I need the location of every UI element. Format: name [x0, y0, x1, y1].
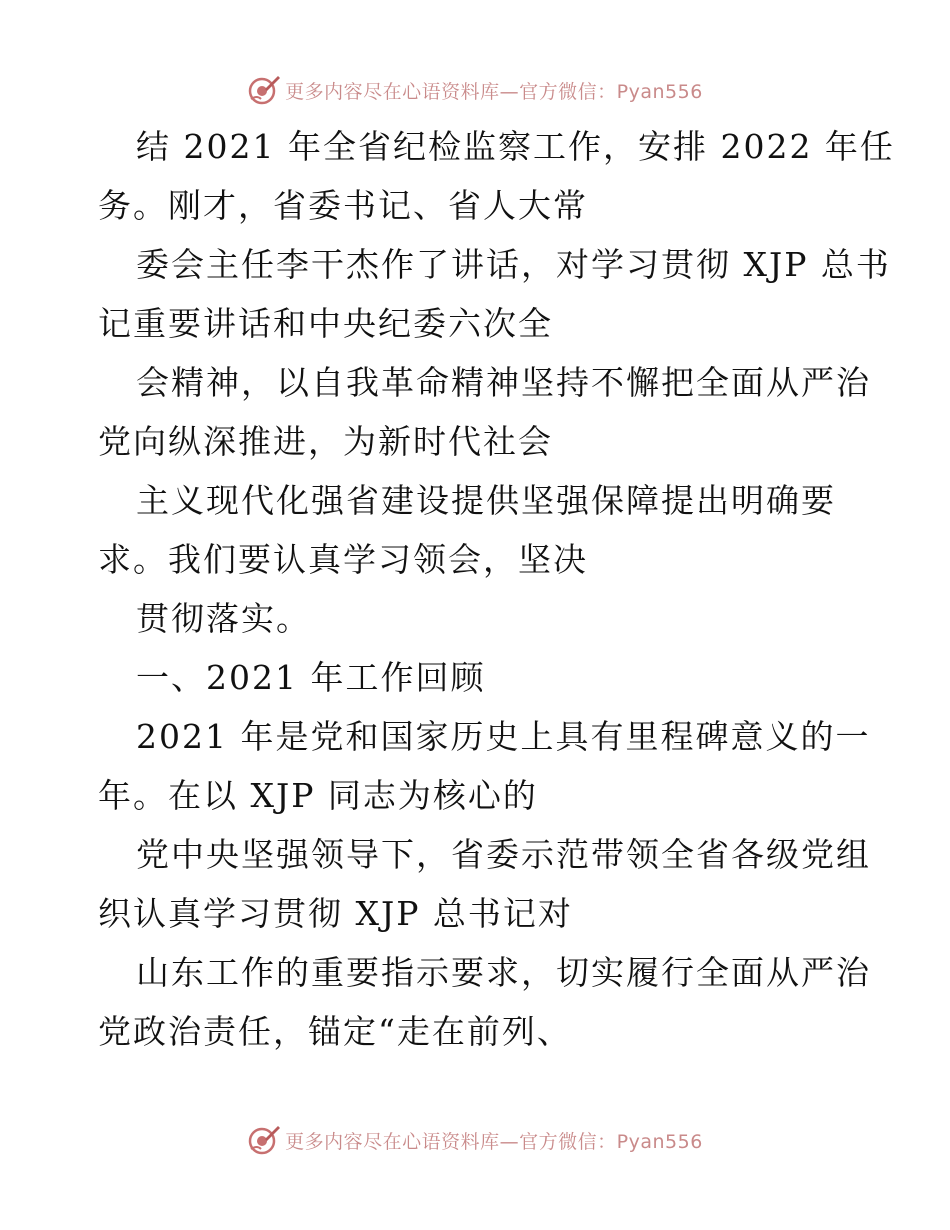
watermark-text: 更多内容尽在心语资料库—官方微信：Pyan556: [285, 80, 703, 103]
text-line: 党向纵深推进，为新时代社会: [98, 422, 553, 461]
text-line: 委会主任李干杰作了讲话，对学习贯彻 XJP 总书: [136, 245, 891, 284]
text-line: 求。我们要认真学习领会，坚决: [98, 540, 588, 579]
text-line: 一、2021 年工作回顾: [136, 658, 486, 697]
text-line: 织认真学习贯彻 XJP 总书记对: [98, 894, 573, 933]
document-body: [98, 124, 895, 1068]
pen-logo-icon: [247, 1123, 281, 1157]
text-line: 务。刚才，省委书记、省人大常: [98, 186, 588, 225]
text-line: 会精神，以自我革命精神坚持不懈把全面从严治: [136, 363, 871, 402]
watermark-footer: [0, 1120, 950, 1160]
text-line: 年。在以 XJP 同志为核心的: [98, 776, 538, 815]
watermark-header: [0, 70, 950, 110]
watermark-text: 更多内容尽在心语资料库—官方微信：Pyan556: [285, 1130, 703, 1153]
text-line: 主义现代化强省建设提供坚强保障提出明确要: [136, 481, 836, 520]
text-line: 党政治责任，锚定“走在前列、: [98, 1012, 572, 1051]
text-line: 2021 年是党和国家历史上具有里程碑意义的一: [136, 717, 871, 756]
text-line: 贯彻落实。: [136, 599, 311, 638]
text-line: 记重要讲话和中央纪委六次全: [98, 304, 553, 343]
text-line: 山东工作的重要指示要求，切实履行全面从严治: [136, 953, 871, 992]
pen-logo-icon: [247, 73, 281, 107]
text-line: 结 2021 年全省纪检监察工作，安排 2022 年任: [136, 127, 895, 166]
text-line: 党中央坚强领导下，省委示范带领全省各级党组: [136, 835, 871, 874]
